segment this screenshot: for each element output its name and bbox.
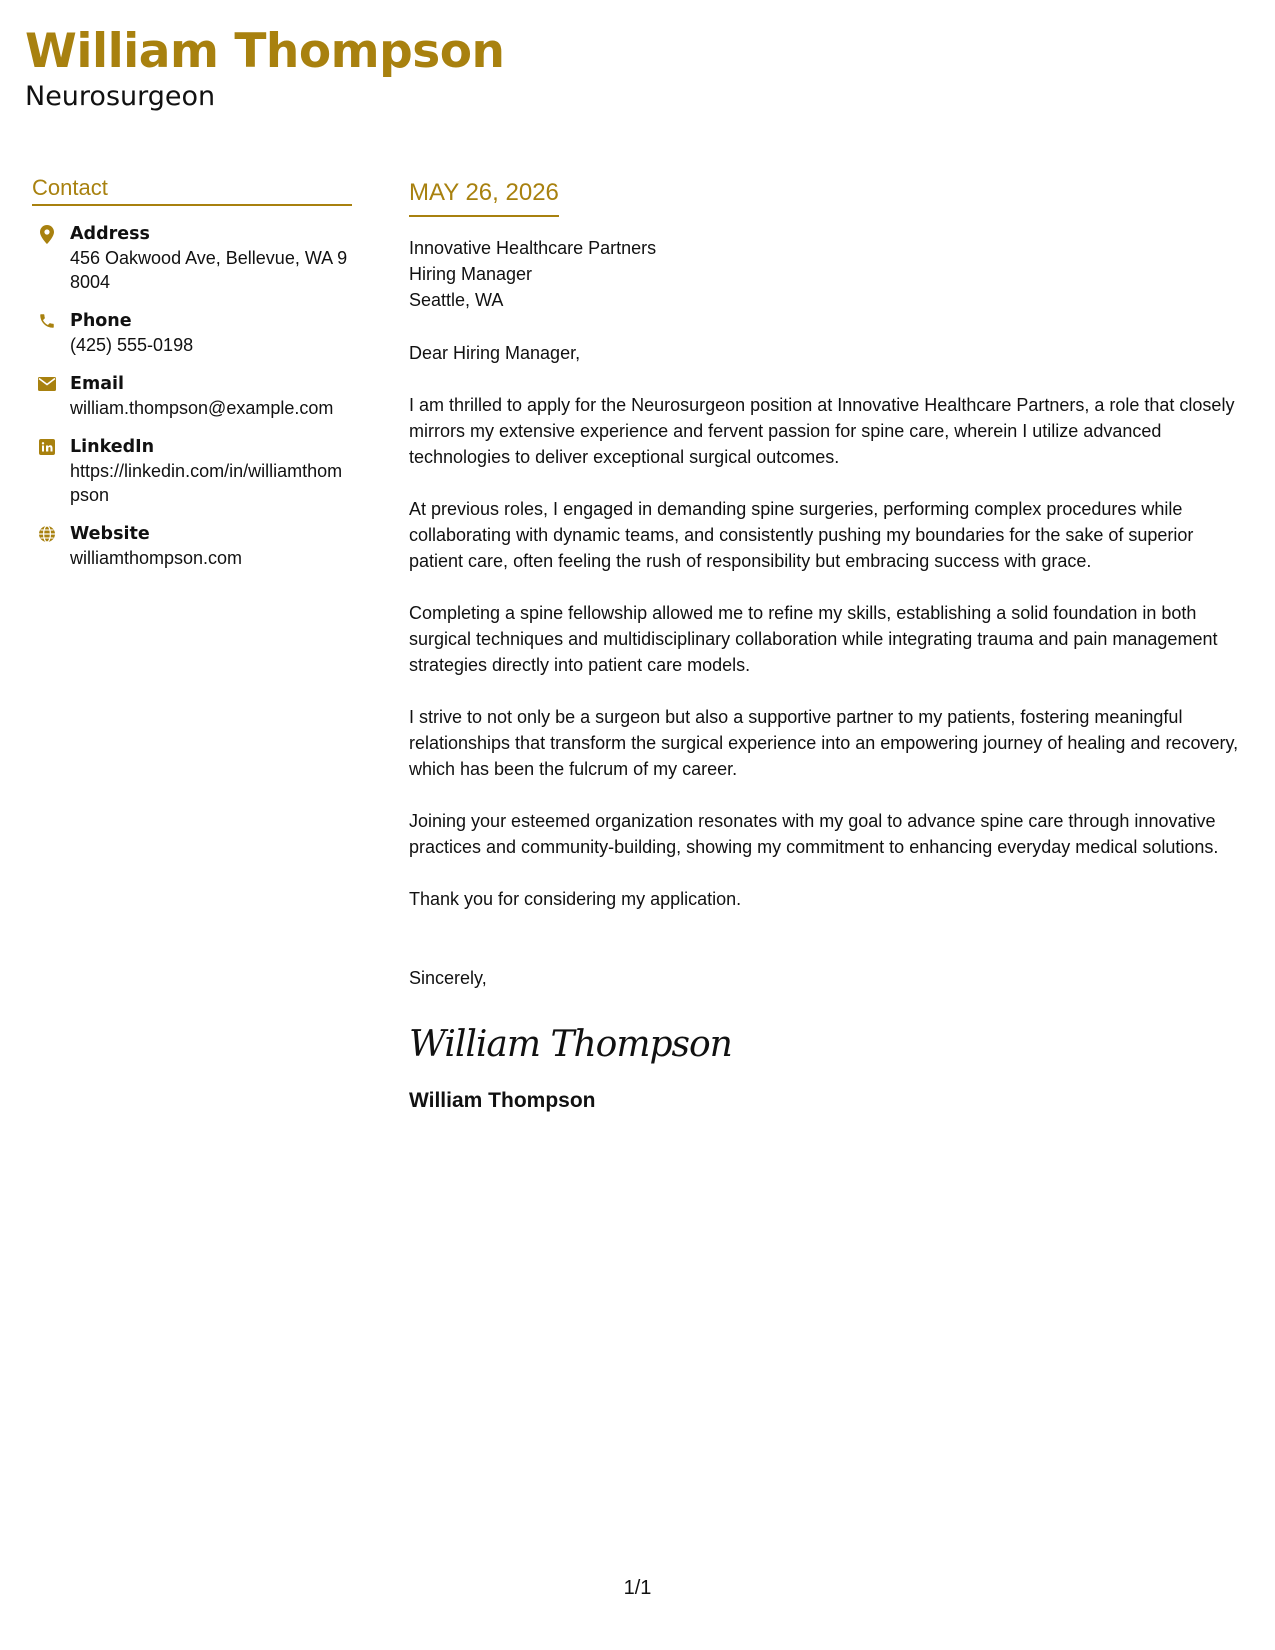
linkedin-value[interactable]: https://linkedin.com/in/williamthompson (70, 461, 343, 505)
envelope-icon (36, 373, 58, 395)
body-paragraph: Completing a spine fellowship allowed me to refine my skills, establishing a solid foundation in both surgical techniques and multidisciplinary collaboration while integrating trauma and pain management strategies directly into patient care models. (409, 603, 1218, 675)
phone-icon (36, 310, 58, 332)
contact-label: Email (70, 374, 124, 394)
body-paragraph: I am thrilled to apply for the Neurosurgeon position at Innovative Healthcare Partners, a role that closely mirrors my extensive experience and fervent passion for spine care, wherein I utilize advanced technologies to deliver exceptional surgical outcomes. (409, 395, 1235, 467)
letter-body (409, 177, 1244, 1115)
map-pin-icon (36, 223, 58, 245)
contact-item-address (32, 222, 352, 294)
contact-item-email (32, 372, 352, 420)
email-value[interactable]: william.thompson@example.com (70, 398, 334, 418)
signed-name: William Thompson (409, 1089, 596, 1112)
address-value: 456 Oakwood Ave, Bellevue, WA 98004 (70, 248, 348, 292)
closing: Sincerely, (409, 968, 487, 988)
phone-value: (425) 555-0198 (70, 335, 194, 355)
linkedin-icon (36, 436, 58, 458)
page-number: 1/1 (623, 1577, 652, 1599)
recipient-company: Innovative Healthcare Partners (409, 238, 657, 258)
contact-sidebar (32, 175, 352, 585)
recipient-location: Seattle, WA (409, 290, 504, 310)
body-paragraph: I strive to not only be a surgeon but also a supportive partner to my patients, fostering meaningful relationships that transform the surgical experience into an empowering journey of healing and recovery, which has been the fulcrum of my career. (409, 707, 1239, 779)
contact-label: LinkedIn (70, 437, 155, 457)
salutation: Dear Hiring Manager, (409, 343, 581, 363)
website-value[interactable]: williamthompson.com (70, 548, 243, 568)
contact-section-title: Contact (32, 175, 352, 206)
contact-item-website (32, 522, 352, 570)
recipient-role: Hiring Manager (409, 264, 533, 284)
thank-you-line: Thank you for considering my application. (409, 889, 742, 909)
contact-label: Website (70, 524, 150, 544)
globe-icon (36, 523, 58, 545)
letter-date: MAY 26, 2026 (409, 177, 559, 217)
applicant-name: William Thompson (25, 24, 505, 79)
contact-label: Phone (70, 311, 132, 331)
contact-item-linkedin (32, 435, 352, 507)
applicant-title: Neurosurgeon (25, 81, 216, 112)
handwritten-signature: William Thompson (409, 1024, 732, 1065)
letter-header (25, 22, 505, 114)
contact-item-phone (32, 309, 352, 357)
contact-label: Address (70, 224, 150, 244)
body-paragraph: At previous roles, I engaged in demanding spine surgeries, performing complex procedures while collaborating with dynamic teams, and consistently pushing my boundaries for the sake of superior patient care, often feeling the rush of responsibility but embracing success with grace. (409, 499, 1194, 571)
body-paragraph: Joining your esteemed organization resonates with my goal to advance spine care through innovative practices and community-building, showing my commitment to enhancing everyday medical solutions. (409, 811, 1219, 857)
recipient-block (409, 235, 1244, 313)
